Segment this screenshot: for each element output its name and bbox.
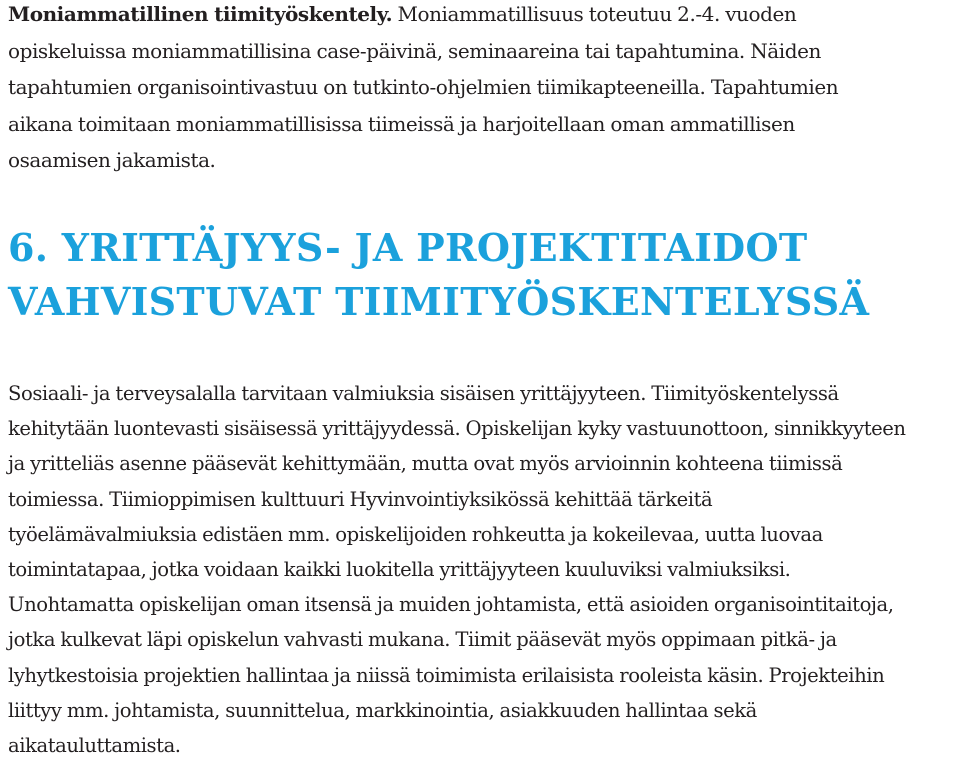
body-line: Unohtamatta opiskelijan oman itsensä ja muiden johtamista, että asioiden organisointitaitoja,: [8, 593, 894, 617]
body-line: työelämävalmiuksia edistäen mm. opiskelijoiden rohkeutta ja kokeilevaa, uutta luovaa: [8, 522, 823, 546]
body-line: toimintatapaa, jotka voidaan kaikki luokitella yrittäjyyteen kuuluviksi valmiuksiksi.: [8, 557, 791, 581]
body-line: ja yritteliäs asenne pääsevät kehittymään, mutta ovat myös arvioinnin kohteena tiimissä: [8, 452, 843, 476]
body-line: aikatauluttamista.: [8, 733, 181, 757]
intro-line: [8, 0, 838, 33]
body-line: Sosiaali- ja terveysalalla tarvitaan valmiuksia sisäisen yrittäjyyteen. Tiimityöskentelyssä: [8, 382, 839, 405]
intro-paragraph: [8, 0, 838, 179]
section-heading-line: 6. YRITTÄJYYS- JA PROJEKTITAIDOT: [8, 225, 808, 270]
section-heading-line: VAHVISTUVAT TIIMITYÖSKENTELYSSÄ: [8, 279, 870, 324]
intro-line: tapahtumien organisointivastuu on tutkinto-ohjelmien tiimikapteeneilla. Tapahtumien: [8, 75, 839, 99]
section-heading: [8, 221, 869, 329]
body-line: toimiessa. Tiimioppimisen kulttuuri Hyvinvointiyksikössä kehittää tärkeitä: [8, 487, 713, 511]
intro-line-text: Moniammatillisuus toteutuu 2.-4. vuoden: [392, 2, 797, 26]
body-line: kehitytään luontevasti sisäisessä yrittäjyydessä. Opiskelijan kyky vastuunottoon, sinnikkyyteen: [8, 417, 906, 441]
body-line: liittyy mm. johtamista, suunnittelua, markkinointia, asiakkuuden hallintaa sekä: [8, 698, 757, 722]
body-line: jotka kulkevat läpi opiskelun vahvasti mukana. Tiimit pääsevät myös oppimaan pitkä- ja: [8, 628, 837, 652]
body-line: lyhytkestoisia projektien hallintaa ja niissä toimimista erilaisista rooleista käsin. Projekteihin: [8, 663, 885, 687]
intro-line: aikana toimitaan moniammatillisissa tiimeissä ja harjoitellaan oman ammatillisen: [8, 111, 795, 136]
intro-line: opiskeluissa moniammatillisina case-päivinä, seminaareina tai tapahtumina. Näiden: [8, 38, 821, 63]
intro-line: osaamisen jakamista.: [8, 148, 216, 172]
body-paragraph: [8, 376, 906, 763]
intro-lead: Moniammatillinen tiimityöskentely.: [8, 2, 393, 26]
